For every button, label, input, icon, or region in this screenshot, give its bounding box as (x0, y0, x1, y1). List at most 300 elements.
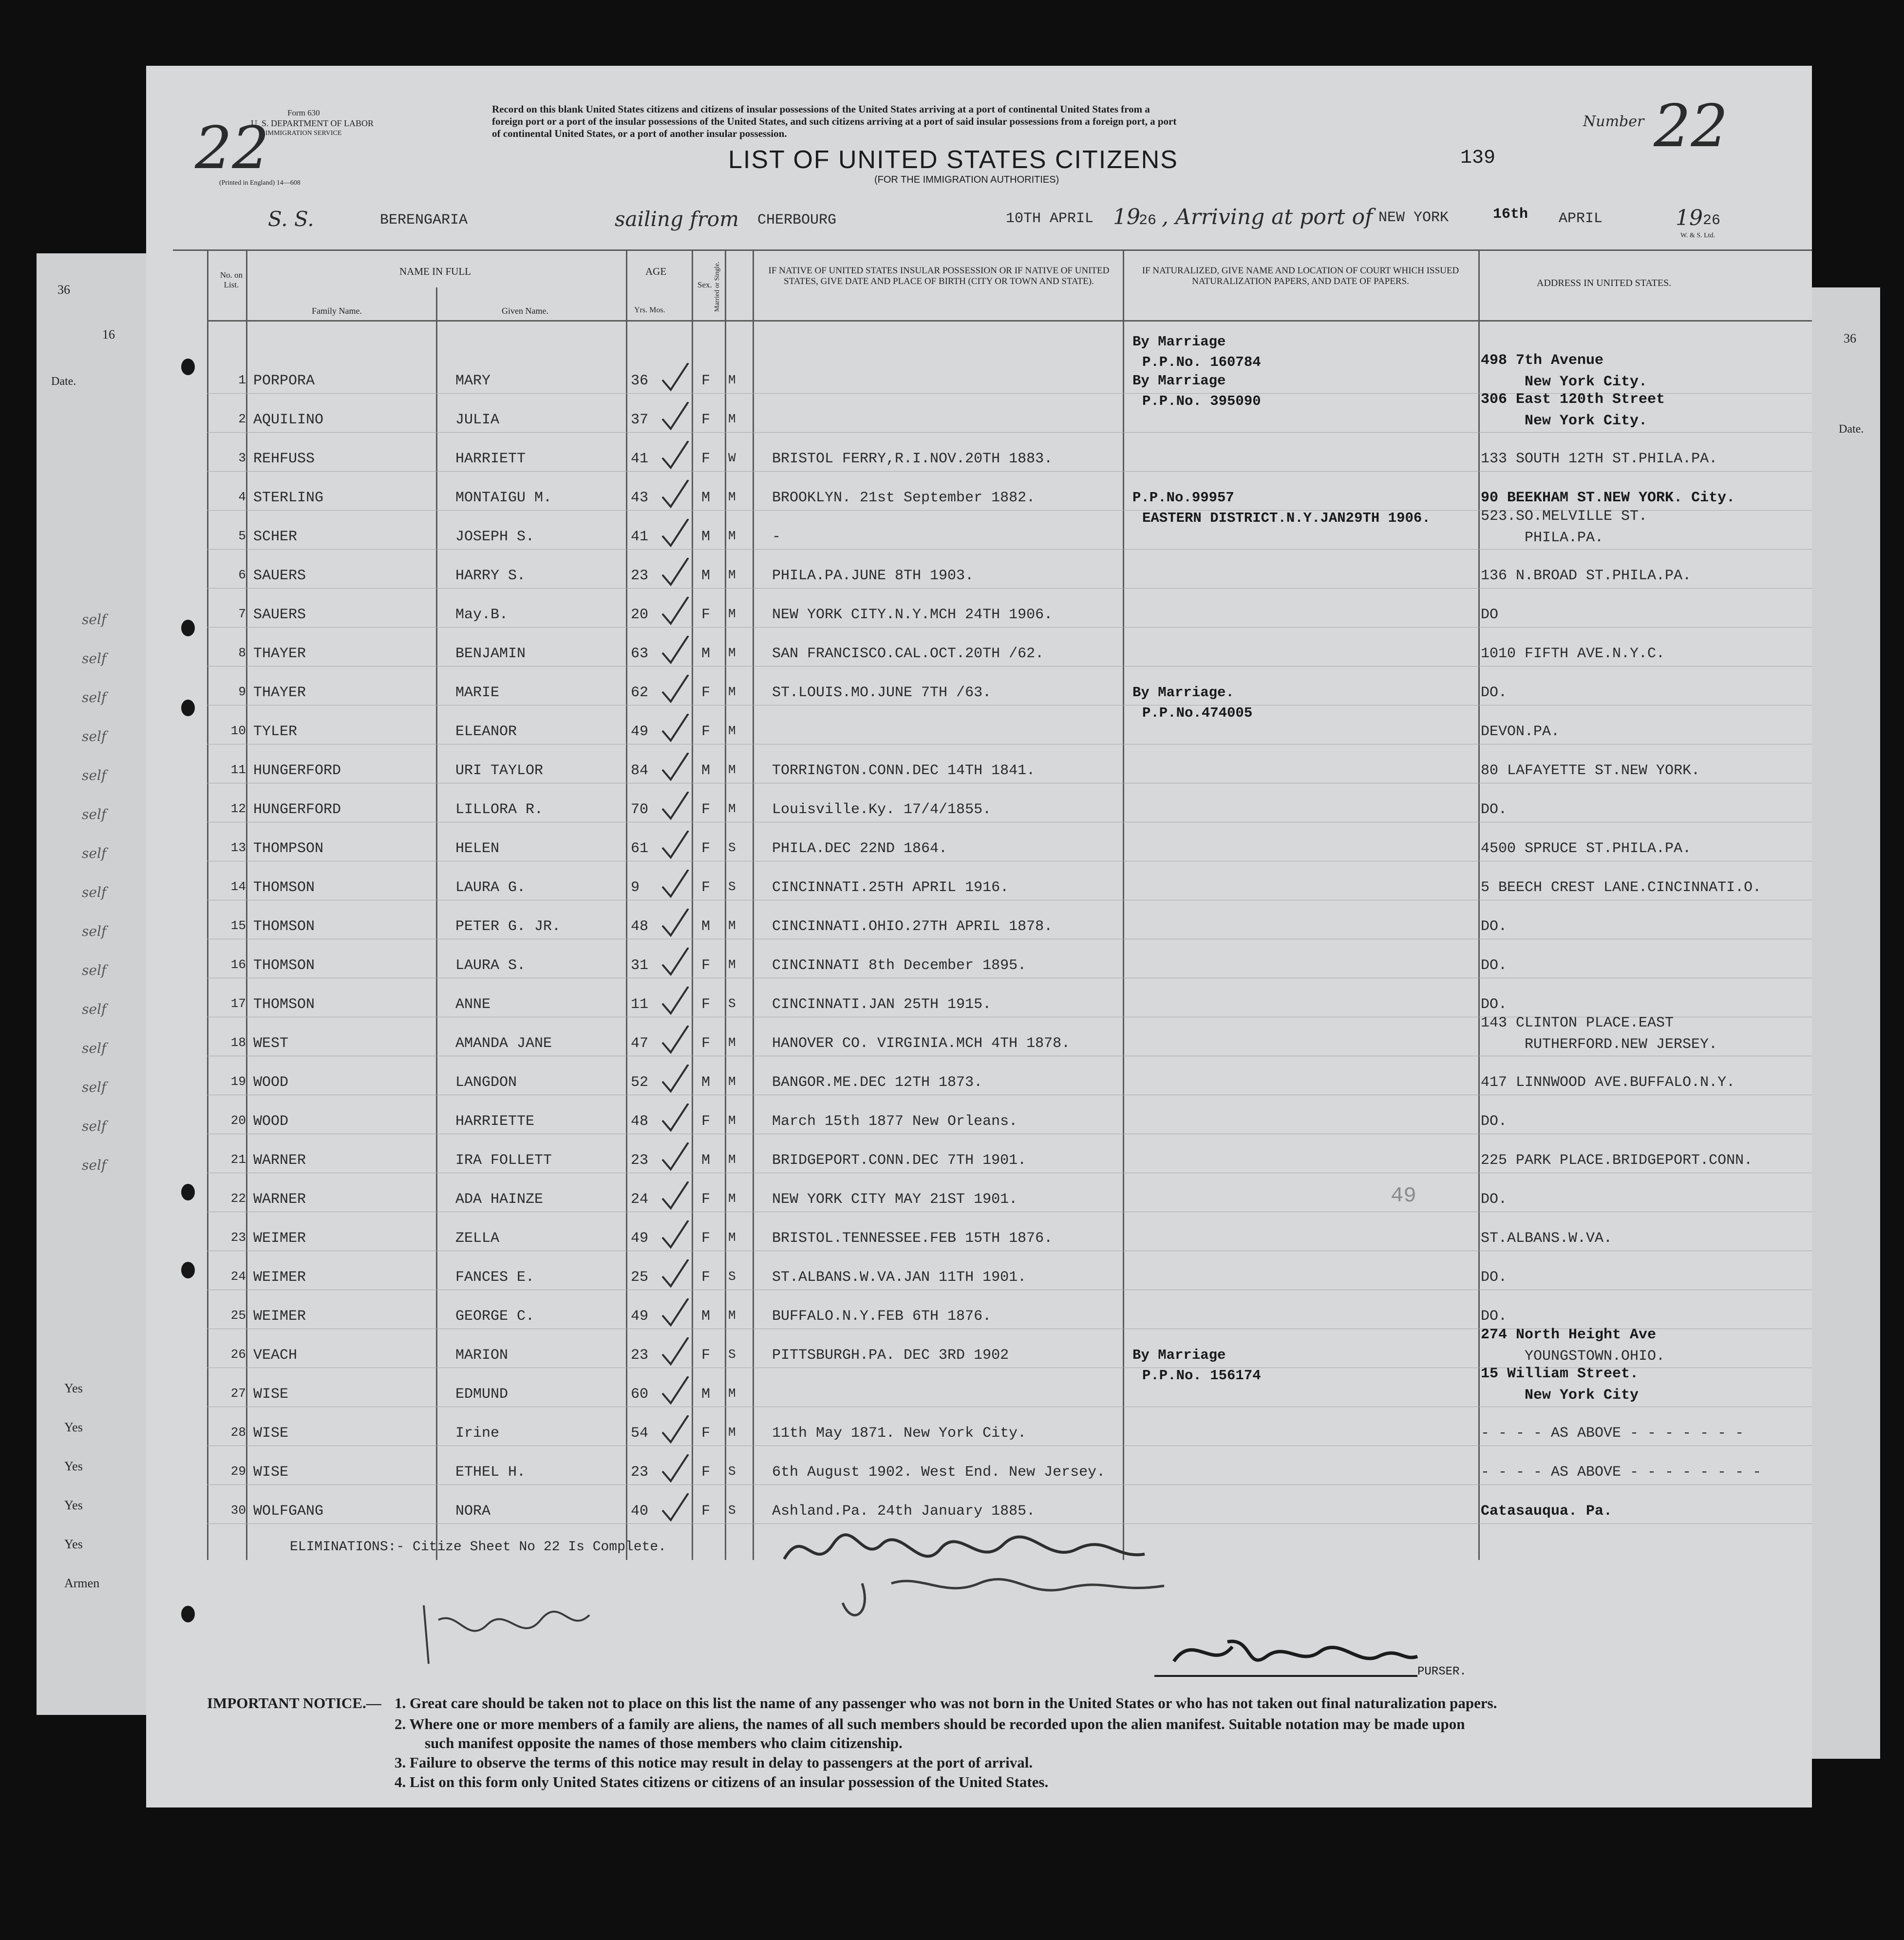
given-name: AMANDA JANE (455, 1035, 552, 1052)
marital-status: M (728, 762, 736, 777)
age-years: 23 (631, 1152, 649, 1169)
arrival-day: 16th (1493, 206, 1528, 223)
date-from: 10TH APRIL (1006, 210, 1094, 227)
row-rule (207, 549, 1812, 550)
birth-info: - (772, 529, 781, 545)
naturalization-line: P.P.No.99957 (1132, 490, 1234, 506)
department: U. S. DEPARTMENT OF LABOR (251, 118, 374, 128)
row-rule (207, 432, 1812, 433)
birth-info: BRIDGEPORT.CONN.DEC 7TH 1901. (772, 1152, 1027, 1169)
sex: M (701, 762, 711, 779)
given-name: HARRIETTE (455, 1113, 535, 1130)
col-rule-birth (753, 249, 754, 1560)
arrival-month: APRIL (1559, 210, 1603, 227)
age-years: 40 (631, 1503, 649, 1520)
checkmark-icon (660, 1337, 689, 1367)
row-number: 2 (238, 412, 246, 426)
family-name: REHFUSS (253, 451, 315, 467)
sex: F (701, 451, 711, 467)
col-rule-nat (1123, 249, 1124, 1560)
sex: M (701, 490, 711, 506)
marital-status: M (728, 1113, 736, 1128)
sex: F (701, 1191, 711, 1208)
row-number: 23 (230, 1230, 246, 1245)
birth-info: BANGOR.ME.DEC 12TH 1873. (772, 1074, 983, 1091)
birth-info: Ashland.Pa. 24th January 1885. (772, 1503, 1036, 1520)
age-years: 23 (631, 1464, 649, 1481)
age-years: 11 (631, 996, 649, 1013)
given-name: GEORGE C. (455, 1308, 535, 1325)
margin-label: self (82, 689, 107, 705)
purser-label: PURSER. (1417, 1665, 1467, 1678)
sex: F (701, 996, 711, 1013)
checkmark-icon (660, 402, 689, 431)
address-line: 90 BEEKHAM ST.NEW YORK. City. (1481, 490, 1735, 506)
family-name: WOOD (253, 1113, 289, 1130)
checkmark-icon (660, 1065, 689, 1094)
birth-info: PHILA.PA.JUNE 8TH 1903. (772, 568, 974, 584)
service: IMMIGRATION SERVICE (265, 130, 342, 137)
checkmark-icon (660, 1142, 689, 1172)
family-name: THAYER (253, 685, 306, 701)
family-name: THOMSON (253, 879, 315, 896)
family-name: THAYER (253, 646, 306, 662)
row-number: 14 (230, 879, 246, 894)
punch-hole (181, 1606, 195, 1622)
address-line: 15 William Street. (1481, 1366, 1639, 1382)
address-line: DO. (1481, 918, 1508, 935)
given-name: ZELLA (455, 1230, 500, 1247)
address-line: DO. (1481, 1191, 1508, 1208)
age-years: 41 (631, 451, 649, 467)
birth-info: BUFFALO.N.Y.FEB 6TH 1876. (772, 1308, 992, 1325)
row-number: 5 (238, 529, 246, 543)
address-line: 417 LINNWOOD AVE.BUFFALO.N.Y. (1481, 1074, 1735, 1091)
checkmark-icon (660, 1026, 689, 1055)
given-name: JOSEPH S. (455, 529, 535, 545)
col-rule-family (246, 249, 247, 1560)
given-name: BENJAMIN (455, 646, 526, 662)
punch-hole (181, 620, 195, 636)
row-number: 29 (230, 1464, 246, 1479)
birth-info: PHILA.DEC 22ND 1864. (772, 840, 948, 857)
checkmark-icon (660, 558, 689, 587)
instruction-2: foreign port or a port of the insular possessions of the United States, and such citizens arriving at a port of said insular possessions from a foreign port, a port (492, 115, 1177, 127)
given-name: HARRIETT (455, 451, 526, 467)
checkmark-icon (660, 1220, 689, 1250)
checkmark-icon (660, 1376, 689, 1406)
margin-label: self (82, 1001, 107, 1017)
sex: M (701, 1386, 711, 1403)
left-margin-strip (37, 253, 146, 1715)
address-line: DO. (1481, 1113, 1508, 1130)
naturalization-line: By Marriage (1132, 1347, 1226, 1363)
given-name: LANGDON (455, 1074, 517, 1091)
row-number: 27 (230, 1386, 246, 1401)
sex: F (701, 412, 711, 428)
given-name: MARION (455, 1347, 509, 1364)
address-line: DO. (1481, 996, 1508, 1013)
marital-status: S (728, 1503, 736, 1518)
marital-status: S (728, 1269, 736, 1284)
address-line: New York City. (1525, 413, 1648, 429)
margin-label: self (82, 1118, 107, 1134)
marital-status: M (728, 412, 736, 426)
margin-label: self (82, 884, 107, 900)
row-number: 24 (230, 1269, 246, 1284)
given-name: LILLORA R. (455, 801, 544, 818)
family-name: THOMSON (253, 996, 315, 1013)
number-label: Number (1583, 113, 1644, 130)
marital-status: W (728, 451, 736, 465)
sex: F (701, 607, 711, 623)
address-line: 523.SO.MELVILLE ST. (1481, 508, 1648, 525)
naturalization-line: P.P.No. 156174 (1142, 1368, 1261, 1384)
marital-status: S (728, 996, 736, 1011)
birth-info: 11th May 1871. New York City. (772, 1425, 1027, 1442)
row-number: 12 (230, 801, 246, 816)
inspector-signature (774, 1515, 1213, 1637)
punch-hole (181, 700, 195, 716)
row-rule (207, 627, 1812, 628)
instruction-3: of continental United States, or a port of another insular possession. (492, 128, 787, 139)
row-number: 21 (230, 1152, 246, 1167)
birth-info: HANOVER CO. VIRGINIA.MCH 4TH 1878. (772, 1035, 1071, 1052)
year-1: 26 (1139, 212, 1157, 229)
notice-item-4: 4. List on this form only United States citizens or citizens of an insular possession of the United States. (395, 1773, 1049, 1790)
punch-hole (181, 1184, 195, 1200)
col-rule-addr (1478, 249, 1480, 1560)
sex: F (701, 373, 711, 389)
marital-status: M (728, 490, 736, 504)
row-number: 28 (230, 1425, 246, 1440)
checkmark-icon (660, 519, 689, 548)
clerk-signature (414, 1591, 599, 1678)
age-years: 37 (631, 412, 649, 428)
family-name: VEACH (253, 1347, 298, 1364)
address-line: Catasauqua. Pa. (1481, 1503, 1613, 1520)
given-name: ETHEL H. (455, 1464, 526, 1481)
checkmark-icon (660, 1103, 689, 1133)
year-prefix-1: 19 (1113, 205, 1140, 229)
sex: F (701, 840, 711, 857)
ship-name: BERENGARIA (380, 212, 468, 228)
checkmark-icon (660, 714, 689, 743)
margin-label: self (82, 923, 107, 939)
birth-info: CINCINNATI.JAN 25TH 1915. (772, 996, 992, 1013)
birth-info: NEW YORK CITY.N.Y.MCH 24TH 1906. (772, 607, 1053, 623)
given-name: HARRY S. (455, 568, 526, 584)
col-header-birth: IF NATIVE OF UNITED STATES INSULAR POSSESSION OR IF NATIVE OF UNITED STATES, GIVE DATE AND PLACE OF BIRTH (CITY OR TOWN AND STATE). (768, 266, 1110, 286)
family-name: HUNGERFORD (253, 762, 341, 779)
age-years: 41 (631, 529, 649, 545)
col-rule-sex (692, 249, 693, 1560)
sex: M (701, 1074, 711, 1091)
family-name: WEIMER (253, 1308, 306, 1325)
naturalization-line: By Marriage. (1132, 685, 1234, 701)
sex: F (701, 1464, 711, 1481)
given-name: MONTAIGU M. (455, 490, 552, 506)
birth-info: Louisville.Ky. 17/4/1855. (772, 801, 992, 818)
row-number: 25 (230, 1308, 246, 1323)
marital-status: M (728, 1386, 736, 1401)
family-name: THOMPSON (253, 840, 324, 857)
checkmark-icon (660, 1181, 689, 1211)
age-years: 63 (631, 646, 649, 662)
row-rule (207, 471, 1812, 472)
notice-item-1: 1. Great care should be taken not to place on this list the name of any passenger who was not born in the United States or who has not taken out final naturalization papers. (395, 1694, 1497, 1712)
marital-status: S (728, 840, 736, 855)
age-years: 49 (631, 1230, 649, 1247)
sex: M (701, 568, 711, 584)
birth-info: NEW YORK CITY MAY 21ST 1901. (772, 1191, 1018, 1208)
family-name: WOLFGANG (253, 1503, 324, 1520)
given-name: IRA FOLLETT (455, 1152, 552, 1169)
family-name: WISE (253, 1464, 289, 1481)
col-rule-given (436, 287, 437, 1560)
family-name: THOMSON (253, 918, 315, 935)
row-number: 10 (230, 723, 246, 738)
marital-status: M (728, 373, 736, 387)
ss-label: S. S. (268, 207, 314, 231)
family-name: STERLING (253, 490, 324, 506)
row-number: 17 (230, 996, 246, 1011)
row-number: 22 (230, 1191, 246, 1206)
birth-info: 6th August 1902. West End. New Jersey. (772, 1464, 1106, 1481)
age-years: 23 (631, 568, 649, 584)
col-header-sex: Sex. (698, 280, 712, 289)
address-line: 80 LAFAYETTE ST.NEW YORK. (1481, 762, 1700, 779)
sex: F (701, 1035, 711, 1052)
marital-status: M (728, 1425, 736, 1440)
stamp-49: 49 (1391, 1184, 1416, 1208)
given-name: URI TAYLOR (455, 762, 544, 779)
address-line: 136 N.BROAD ST.PHILA.PA. (1481, 568, 1692, 584)
address-line: ST.ALBANS.W.VA. (1481, 1230, 1613, 1247)
family-name: TYLER (253, 723, 298, 740)
marital-status: M (728, 1074, 736, 1089)
row-number: 11 (230, 762, 246, 777)
birth-info: March 15th 1877 New Orleans. (772, 1113, 1018, 1130)
number-value: 22 (1654, 93, 1728, 160)
family-name: THOMSON (253, 957, 315, 974)
address-line: DO. (1481, 685, 1508, 701)
checkmark-icon (660, 831, 689, 860)
col-header-name: NAME IN FULL (399, 266, 471, 277)
marital-status: S (728, 1347, 736, 1362)
birth-info: CINCINNATI.25TH APRIL 1916. (772, 879, 1009, 896)
marital-status: S (728, 1464, 736, 1479)
notice-item-2: 2. Where one or more members of a family are aliens, the names of all such members should be recorded upon the alien manifest. Suitable notation may be made upon (395, 1715, 1465, 1732)
birth-info: BRISTOL.TENNESSEE.FEB 15TH 1876. (772, 1230, 1053, 1247)
given-name: MARIE (455, 685, 500, 701)
sex: F (701, 1230, 711, 1247)
col-header-naturalized: IF NATURALIZED, GIVE NAME AND LOCATION OF COURT WHICH ISSUED NATURALIZATION PAPERS, AND DATE OF PAPERS. (1142, 266, 1459, 286)
family-name: WEIMER (253, 1230, 306, 1247)
table-top-rule (173, 249, 1812, 251)
family-name: WARNER (253, 1152, 306, 1169)
family-name: SCHER (253, 529, 298, 545)
col-header-given: Given Name. (502, 306, 548, 316)
address-line: New York City. (1525, 374, 1648, 390)
col-header-married: Married or Single. (714, 261, 721, 312)
age-years: 48 (631, 918, 649, 935)
given-name: EDMUND (455, 1386, 509, 1403)
left-margin-num: 36 (57, 283, 70, 297)
port-to: NEW YORK (1378, 209, 1449, 226)
birth-info: TORRINGTON.CONN.DEC 14TH 1841. (772, 762, 1036, 779)
right-margin-num: 36 (1844, 331, 1856, 345)
given-name: HELEN (455, 840, 500, 857)
sex: F (701, 1269, 711, 1286)
checkmark-icon (660, 1298, 689, 1328)
given-name: LAURA S. (455, 957, 526, 974)
age-years: 54 (631, 1425, 649, 1442)
col-rule-age (626, 249, 627, 1560)
sailing-label: sailing from (615, 207, 739, 231)
checkmark-icon (660, 1493, 689, 1522)
eliminations-note: ELIMINATIONS:- Citize Sheet No 22 Is Complete. (290, 1540, 666, 1555)
left-margin-date: Date. (51, 375, 76, 388)
address-line: DO. (1481, 1308, 1508, 1325)
margin-label-bottom: Yes (64, 1537, 83, 1551)
naturalization-line: By Marriage (1132, 373, 1226, 389)
family-name: HUNGERFORD (253, 801, 341, 818)
row-number: 4 (238, 490, 246, 504)
marital-status: M (728, 1152, 736, 1167)
sex: F (701, 723, 711, 740)
checkmark-icon (660, 753, 689, 782)
margin-label: self (82, 728, 107, 744)
marital-status: S (728, 879, 736, 894)
margin-label-bottom: Yes (64, 1420, 83, 1434)
family-name: SAUERS (253, 607, 306, 623)
family-name: AQUILINO (253, 412, 324, 428)
row-rule (207, 1484, 1812, 1485)
checkmark-icon (660, 363, 689, 392)
marital-status: M (728, 1191, 736, 1206)
right-margin-date: Date. (1839, 423, 1864, 436)
age-years: 61 (631, 840, 649, 857)
checkmark-icon (660, 636, 689, 665)
row-number: 19 (230, 1074, 246, 1089)
family-name: WARNER (253, 1191, 306, 1208)
margin-label: self (82, 1079, 107, 1095)
checkmark-icon (660, 987, 689, 1016)
form-number: Form 630 (287, 108, 320, 117)
birth-info: CINCINNATI 8th December 1895. (772, 957, 1027, 974)
given-name: FANCES E. (455, 1269, 535, 1286)
address-line: 1010 FIFTH AVE.N.Y.C. (1481, 646, 1665, 662)
birth-info: SAN FRANCISCO.CAL.OCT.20TH /62. (772, 646, 1044, 662)
sex: M (701, 918, 711, 935)
row-number: 7 (238, 607, 246, 621)
naturalization-line: P.P.No.474005 (1142, 705, 1253, 721)
age-years: 23 (631, 1347, 649, 1364)
checkmark-icon (660, 1454, 689, 1484)
row-rule (207, 1445, 1812, 1446)
address-line: DO. (1481, 1269, 1508, 1286)
margin-label: self (82, 1157, 107, 1173)
given-name: May.B. (455, 607, 509, 623)
margin-label: self (82, 767, 107, 783)
age-years: 20 (631, 607, 649, 623)
sex: F (701, 957, 711, 974)
printer-mark: W. & S. Ltd. (1680, 232, 1715, 239)
address-line: 4500 SPRUCE ST.PHILA.PA. (1481, 840, 1692, 857)
arriving-label: , Arriving at port of (1162, 205, 1373, 229)
checkmark-icon (660, 909, 689, 938)
margin-label: self (82, 650, 107, 666)
checkmark-icon (660, 441, 689, 470)
family-name: WISE (253, 1386, 289, 1403)
given-name: JULIA (455, 412, 500, 428)
address-line: New York City (1525, 1387, 1639, 1404)
year-prefix-2: 19 (1676, 206, 1703, 230)
col-header-address: ADDRESS IN UNITED STATES. (1537, 278, 1672, 288)
margin-label: self (82, 806, 107, 822)
row-number: 18 (230, 1035, 246, 1050)
purser-signature (1154, 1627, 1427, 1686)
sex: F (701, 1503, 711, 1520)
family-name: WISE (253, 1425, 289, 1442)
marital-status: M (728, 529, 736, 543)
checkmark-icon (660, 597, 689, 626)
given-name: ADA HAINZE (455, 1191, 544, 1208)
address-line: YOUNGSTOWN.OHIO. (1525, 1348, 1665, 1365)
marital-status: M (728, 568, 736, 582)
family-name: PORPORA (253, 373, 315, 389)
address-line: DO. (1481, 801, 1508, 818)
col-header-family: Family Name. (312, 306, 362, 316)
sex: F (701, 879, 711, 896)
year-2: 26 (1703, 212, 1721, 229)
given-name: MARY (455, 373, 491, 389)
notice-item-3: 3. Failure to observe the terms of this notice may result in delay to passengers at the port of arrival. (395, 1754, 1033, 1771)
port-from: CHERBOURG (757, 212, 837, 228)
header-bottom-rule (207, 320, 1812, 322)
row-number: 9 (238, 685, 246, 699)
marital-status: M (728, 685, 736, 699)
marital-status: M (728, 801, 736, 816)
col-rule-ms (725, 249, 726, 1560)
address-line: PHILA.PA. (1525, 530, 1604, 546)
given-name: NORA (455, 1503, 491, 1520)
checkmark-icon (660, 1415, 689, 1445)
printed-note: (Printed in England) 14—608 (219, 179, 301, 187)
row-number: 16 (230, 957, 246, 972)
address-line: 133 SOUTH 12TH ST.PHILA.PA. (1481, 451, 1718, 467)
col-header-no: No. on List. (220, 270, 243, 289)
age-years: 49 (631, 1308, 649, 1325)
birth-info: BROOKLYN. 21st September 1882. (772, 490, 1036, 506)
birth-info: CINCINNATI.OHIO.27TH APRIL 1878. (772, 918, 1053, 935)
sex: F (701, 685, 711, 701)
row-number: 30 (230, 1503, 246, 1518)
left-margin-num2: 16 (102, 327, 115, 342)
sex: F (701, 801, 711, 818)
age-years: 52 (631, 1074, 649, 1091)
address-line: - - - - AS ABOVE - - - - - - - (1481, 1425, 1744, 1442)
age-years: 62 (631, 685, 649, 701)
marital-status: M (728, 957, 736, 972)
age-years: 70 (631, 801, 649, 818)
notice-heading: IMPORTANT NOTICE.— (207, 1694, 381, 1712)
margin-label-bottom: Yes (64, 1459, 83, 1473)
address-line: RUTHERFORD.NEW JERSEY. (1525, 1036, 1718, 1053)
marital-status: M (728, 723, 736, 738)
page-title: LIST OF UNITED STATES CITIZENS (728, 146, 1178, 174)
